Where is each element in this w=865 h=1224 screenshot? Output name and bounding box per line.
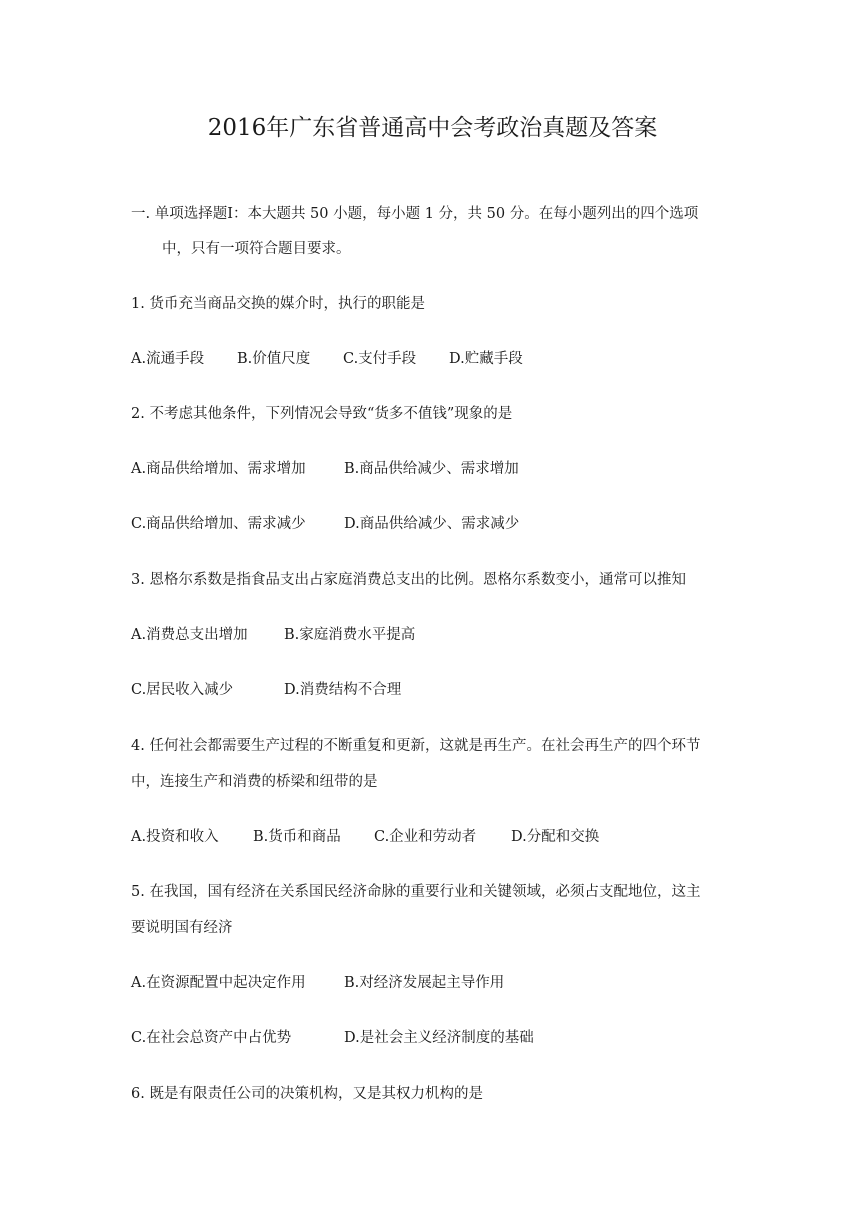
question-3-stem: 3. 恩格尔系数是指食品支出占家庭消费总支出的比例。恩格尔系数变小，通常可以推知 [131,572,686,588]
option-c: C.企业和劳动者 [374,829,477,845]
option-a: A.商品供给增加、需求增加 [131,461,306,477]
question-6-stem: 6. 既是有限责任公司的决策机构，又是其权力机构的是 [131,1086,483,1102]
section-heading-line-2: 中，只有一项符合题目要求。 [162,241,351,257]
option-d: D.是社会主义经济制度的基础 [344,1030,534,1046]
document-title: 2016年广东省普通高中会考政治真题及答案 [207,115,658,141]
question-1-stem: 1. 货币充当商品交换的媒介时，执行的职能是 [131,296,425,312]
option-a: A.在资源配置中起决定作用 [131,975,306,991]
option-d: D.分配和交换 [511,829,600,845]
question-5-stem-line-1: 5. 在我国，国有经济在关系国民经济命脉的重要行业和关键领域，必须占支配地位，这主 [131,884,701,900]
option-a: A.流通手段 [131,351,205,367]
option-c: C.支付手段 [343,351,417,367]
section-heading-line-1: 一. 单项选择题Ⅰ：本大题共 50 小题，每小题 1 分，共 50 分。在每小题列出的四个选项 [131,206,699,222]
question-4-stem-line-1: 4. 任何社会都需要生产过程的不断重复和更新，这就是再生产。在社会再生产的四个环节 [131,738,701,754]
option-b: B.商品供给减少、需求增加 [344,461,519,477]
question-5-stem-line-2: 要说明国有经济 [131,920,233,936]
question-4-stem-line-2: 中，连接生产和消费的桥梁和纽带的是 [131,774,378,790]
option-a: A.投资和收入 [131,829,219,845]
question-3-options-row-1 [131,624,415,646]
question-2-options-row-1 [131,458,519,480]
option-d: D.商品供给减少、需求减少 [344,516,520,532]
question-4-options [131,826,599,848]
option-d: D.消费结构不合理 [284,682,402,698]
question-2-stem: 2. 不考虑其他条件，下列情况会导致“货多不值钱”现象的是 [131,406,513,422]
option-b: B.货币和商品 [253,829,341,845]
option-c: C.居民收入减少 [131,682,234,698]
question-2-options-row-2 [131,513,519,535]
option-b: B.家庭消费水平提高 [284,627,416,643]
question-3-options-row-2 [131,679,401,701]
option-b: B.对经济发展起主导作用 [344,975,505,991]
question-5-options-row-2 [131,1027,534,1049]
question-1-options [131,348,523,370]
option-c: C.在社会总资产中占优势 [131,1030,292,1046]
option-a: A.消费总支出增加 [131,627,248,643]
option-c: C.商品供给增加、需求减少 [131,516,306,532]
option-d: D.贮藏手段 [449,351,523,367]
option-b: B.价值尺度 [237,351,311,367]
question-5-options-row-1 [131,972,504,994]
